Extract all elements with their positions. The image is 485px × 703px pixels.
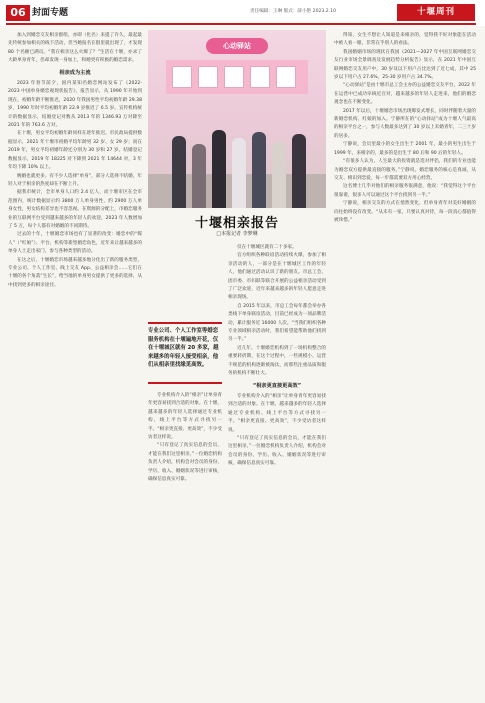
middle-column (228, 244, 326, 696)
newspaper-brand: 十堰周刊 (397, 4, 475, 21)
paragraph: 加入到婚恋交友相亲群组，亦即（化名）来提了许久，最起最先传统参加相关的线下活动，但当她报名在群里就出现了，才发现 80 个名额已满员。“我在相亲这么火爆了？”生活在十堰，亦求了大龄单身青年，但却发现一身加上，和她更有积极的婚恋需求。 (8, 33, 142, 64)
paragraph: 在这之后，十堰婚恋市场越来越多地分化出了新的服务类型，专业公司、个人工作室、线上交友 App、公益相亲会……它们在十堰的各个角落“生长”，给当地的单身男女提供了更多的选择，从中找到更多的相亲途径。 (8, 257, 142, 288)
paragraph: 自 2015 年以来，市总工会每年都会举办各类线下单身联谊活动，目前已经成为一项品牌活动，累计服务近 16000 人次。“当我们组织各种专业领域相亲活动时，我们希望能帮助他们找到另一半。” (228, 303, 326, 343)
subheading: 相亲成为主流 (59, 69, 91, 76)
paragraph: 官方组织各种联谊活动持续火爆，参加了相亲活动的人，一部分是在十堰城区工作的年轻人，他们通过活动认识了新的朋友。市总工会、团市委、市妇联等联合开展的公益相亲活动受到了广泛欢迎，近年来越来越多的年轻人愿意走进相亲现场。 (228, 253, 326, 301)
left-mid-column (148, 392, 222, 696)
right-column (334, 32, 476, 696)
paragraph: 晚婚也就更多。有不少人选择“单身”，部分人选择不结婚，年轻人对于相亲的热度却在不断上升。 (8, 173, 142, 187)
photo-sign: 心动驿站 (206, 38, 268, 54)
header-rule (6, 23, 476, 25)
section-name: 封面专题 (32, 8, 69, 18)
byline: □本报记者 李梦琳 (216, 231, 258, 237)
paragraph: 专业机构介入的“相亲”让单身青年更容易找到合适的对象。在十堰，越来越多的年轻人选择通过专业机构、线上平台等方式寻找另一半。“相亲更直接、更高效”，不少受访者这样说。 (228, 393, 326, 433)
paragraph: “心动驿站”是由十堰市总工会主办的公益婚恋交友平台，2022 年在运营中已成功牵线近百对，越来越多的年轻人走进来，他们的婚恋观念也在不断变化。 (334, 83, 476, 106)
paragraph: 近几年，十堰婚恋机构到了一场机构整合的重要转折期，在这个过程中，一些规模小、运营不规范的机构逐渐被淘汰，而那些注重品质和服务的机构不断壮大。 (228, 345, 326, 377)
page-header (0, 0, 485, 26)
paragraph: “有很多人认为，人生最大的投资就是选对伴侣，我们的专业也能为婚恋双方提供最直接的服务。”宁静说，婚恋服务的核心是真诚，从交友、相识到恋爱，每一步都需要双方用心经营。 (334, 159, 476, 181)
editor-credits: 责任编辑：王琳 版式：薛小艳 2023.2.10 (250, 9, 337, 14)
paragraph: 这名博士几乎对他们的相亲服务很满意，他说：“我觉得这个平台很靠谱，很多人可以通过这个平台找到另一半。” (334, 184, 476, 198)
paragraph: 仅在十堰城区就有二十多家。 (237, 245, 297, 250)
paragraph: 专业机构介入的“相亲”让单身青年更容易找到合适的对象。在十堰，越来越多的年轻人选择通过专业机构、线上平台等方式寻找另一半。“相亲更直接、更高效”，不少受访者这样说。 (148, 393, 222, 441)
pull-quote: 专业公司、个人工作室等婚恋服务机构在十堰遍地开花，仅在十堰城区就有 20 多家，越来越多的年轻人接受相亲，他们从相亲里找缘觅高效。 (148, 322, 222, 384)
subheading: “相亲更直接更高效” (252, 382, 302, 389)
paragraph: “只有登记了真实信息的会员，才能在我们这里相亲。”一位婚恋机构负责人介绍，机构会对会员的身份、学历、收入、婚姻状况等进行审核，确保信息真实可靠。 (148, 443, 222, 483)
paragraph: 宁静说，相亲交友的方式在悄然变化，但单身青年对美好婚姻的向往始终没有改变。“从未有一家，只要认真对待，每一段真心都值得被珍惜。” (334, 201, 476, 223)
left-column (8, 32, 142, 696)
paragraph: 得知，女生不想让人知道是来相亲的，觉得我不好对象能在活动中被人看一眼，非常在乎别人的看法。 (334, 33, 476, 47)
page-number: 06 (6, 5, 30, 21)
article-title: 十堰相亲报告 (194, 216, 279, 231)
paragraph: 据我市统计，全市单身人口约 2.4 亿人，而十堰市区在全市范围内，统计数据显示约 3800 万人单身男性，约 2900 万人单身女性，男女结构差异也不容忽视。在资源的分配上，市婚恋服务业的互联网平台受到越来越多的年轻人的欢迎，2023 年人数增加了 5 万，每个人都有对婚姻的不同期待。 (8, 190, 142, 229)
paragraph: 宁静说，会员里最小的女生出生于 2001 年，最小的男生出生于 1999 年，来相亲的，最多的是出生于 80 后和 90 后的年轻人。 (334, 142, 476, 156)
paragraph: 2017 年以后，十堰婚恋市场出现爆发式增长，同时伴随着大量的新婚恋机构、红娘的加入。宁静所在的“心动驿站”成为十堰人气最高的相亲平台之一，参与人数最多达到了 30 岁以上未婚青年，二三十岁的居多。 (334, 108, 476, 139)
article-photo (148, 30, 326, 208)
paragraph: 在十堰，男女平均初婚年龄同样在逐年推迟。市民政局提供数据显示，2021 年十堰市初婚平均年龄男 32 岁、女 29 岁；而在 2019 年，男女平均初婚年龄还分别为 30 岁和 27 岁。结婚登记数据显示，2019 年 18225 对下降到 2021 年 14644 对，3 年年均下降 10% 以上。 (8, 131, 142, 171)
paragraph: 过去的十年，十堰婚恋市场也有了显著的改变：婚恋中的“媒人”（“红娘”）、平台、机构等新型婚恋角色，近年来让越来越多的单身人士走出家门，参与各种类型的活动。 (8, 232, 142, 255)
paragraph: 2023 年春节前夕，国内某知名婚恋网站发布了《2022-2023 中国单身婚恋观现状报告》，报告显示，从 1990 年开始到现在，初婚年龄不断推迟，2020 年我国男性平均初婚年龄 29.38 岁，1990 年时平均初婚年龄 22.9 岁推迟了 6.5 岁。宣传机构统计的数据显示，结婚登记对数从 2013 年的 1346.93 万对降至 2021 年的 763.6 万对。 (8, 81, 142, 129)
paragraph: 我国婚姻市场的现状在我国《2021—2027 年中国互联网婚恋交友行业市场全景调查及发展趋势分析报告》显示，在 2021 年中国互联网婚恋交友用户中，30 岁及以下用户占比达到了近七成，其中 25 岁以下用户占 27.6%，25-30 岁用户占 34.7%。 (334, 49, 476, 81)
paragraph: “只有登记了真实信息的会员，才能在我们这里相亲。”一位婚恋机构负责人介绍，机构会对会员的身份、学历、收入、婚姻状况等进行审核，确保信息真实可靠。 (228, 435, 326, 467)
